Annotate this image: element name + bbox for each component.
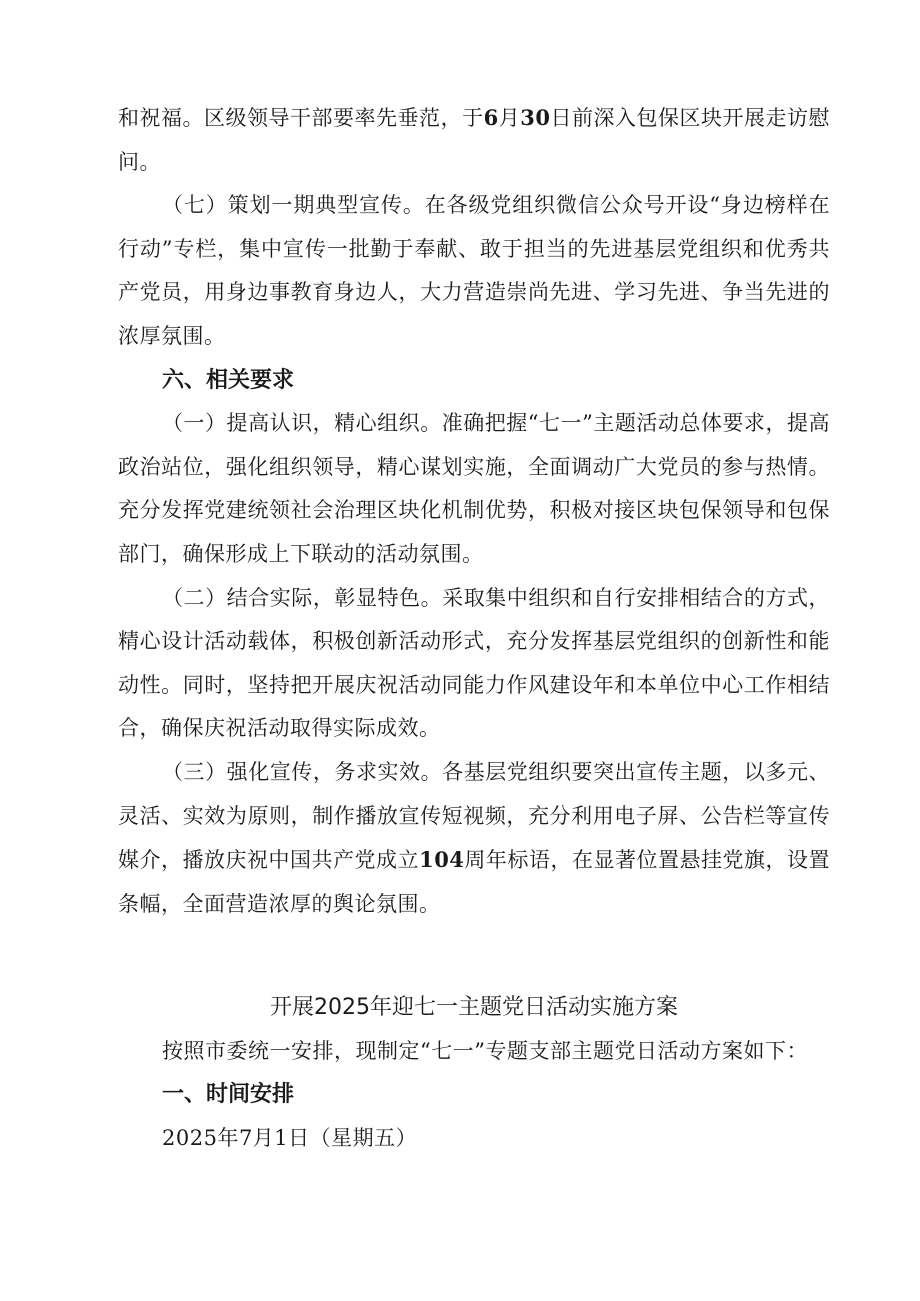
paragraph-requirement-1: （一）提高认识，精心组织。准确把握“七一”主题活动总体要求，提高政治站位，强化组织领导，精心谋划实施，全面调动广大党员的参与热情。充分发挥党建统领社会治理区块化机制优势，积极对接区块包保领导和包保部门，确保形成上下联动的活动氛围。 <box>118 411 830 566</box>
text-segment: 日前深入包保区块开展走访慰问。 <box>118 106 831 174</box>
date-day: 30 <box>520 105 551 130</box>
plan-intro: 按照市委统一安排，现制定“七一”专题支部主题党日活动方案如下： <box>162 1038 808 1063</box>
paragraph-requirement-2: （二）结合实际，彰显特色。采取集中组织和自行安排相结合的方式，精心设计活动载体，积极创新活动形式，充分发挥基层党组织的创新性和能动性。同时，坚持把开展庆祝活动同能力作风建设年和本单位中心工作相结合，确保庆祝活动取得实际成效。 <box>118 585 830 741</box>
plan-title: 开展2025年迎七一主题党日活动实施方案 <box>270 995 678 1021</box>
document-page <box>118 96 830 1161</box>
text-segment: 周年标语，在显著位置悬挂党旗，设置条幅，全面营造浓厚的舆论氛围。 <box>118 848 831 916</box>
schedule-date: 2025年7月1日（星期五） <box>162 1126 418 1151</box>
paragraph-typical-publicity: （七）策划一期典型宣传。在各级党组织微信公众号开设“身边榜样在行动”专栏，集中宣传一批勤于奉献、敢于担当的先进基层党组织和优秀共产党员，用身边事教育身边人，大力营造崇尚先进、学习先进、争当先进的浓厚氛围。 <box>118 193 830 348</box>
date-month: 6 <box>483 105 499 130</box>
section-heading-requirements: 六、相关要求 <box>162 367 295 393</box>
text-segment: 和祝福。区级领导干部要率先垂范，于 <box>118 106 484 130</box>
paragraph-requirement-3 <box>118 751 830 926</box>
paragraph-visit-leaders <box>118 96 830 184</box>
text-segment: （三）强化宣传，务求实效。各基层党组织要突出宣传主题，以多元、灵活、实效为原则，制作播放宣传短视频，充分利用电子屏、公告栏等宣传媒介，播放庆祝中国共产党成立 <box>118 759 830 873</box>
text-segment: 月 <box>498 106 521 130</box>
anniversary-number: 104 <box>419 847 465 873</box>
section-heading-schedule: 一、时间安排 <box>162 1082 295 1108</box>
